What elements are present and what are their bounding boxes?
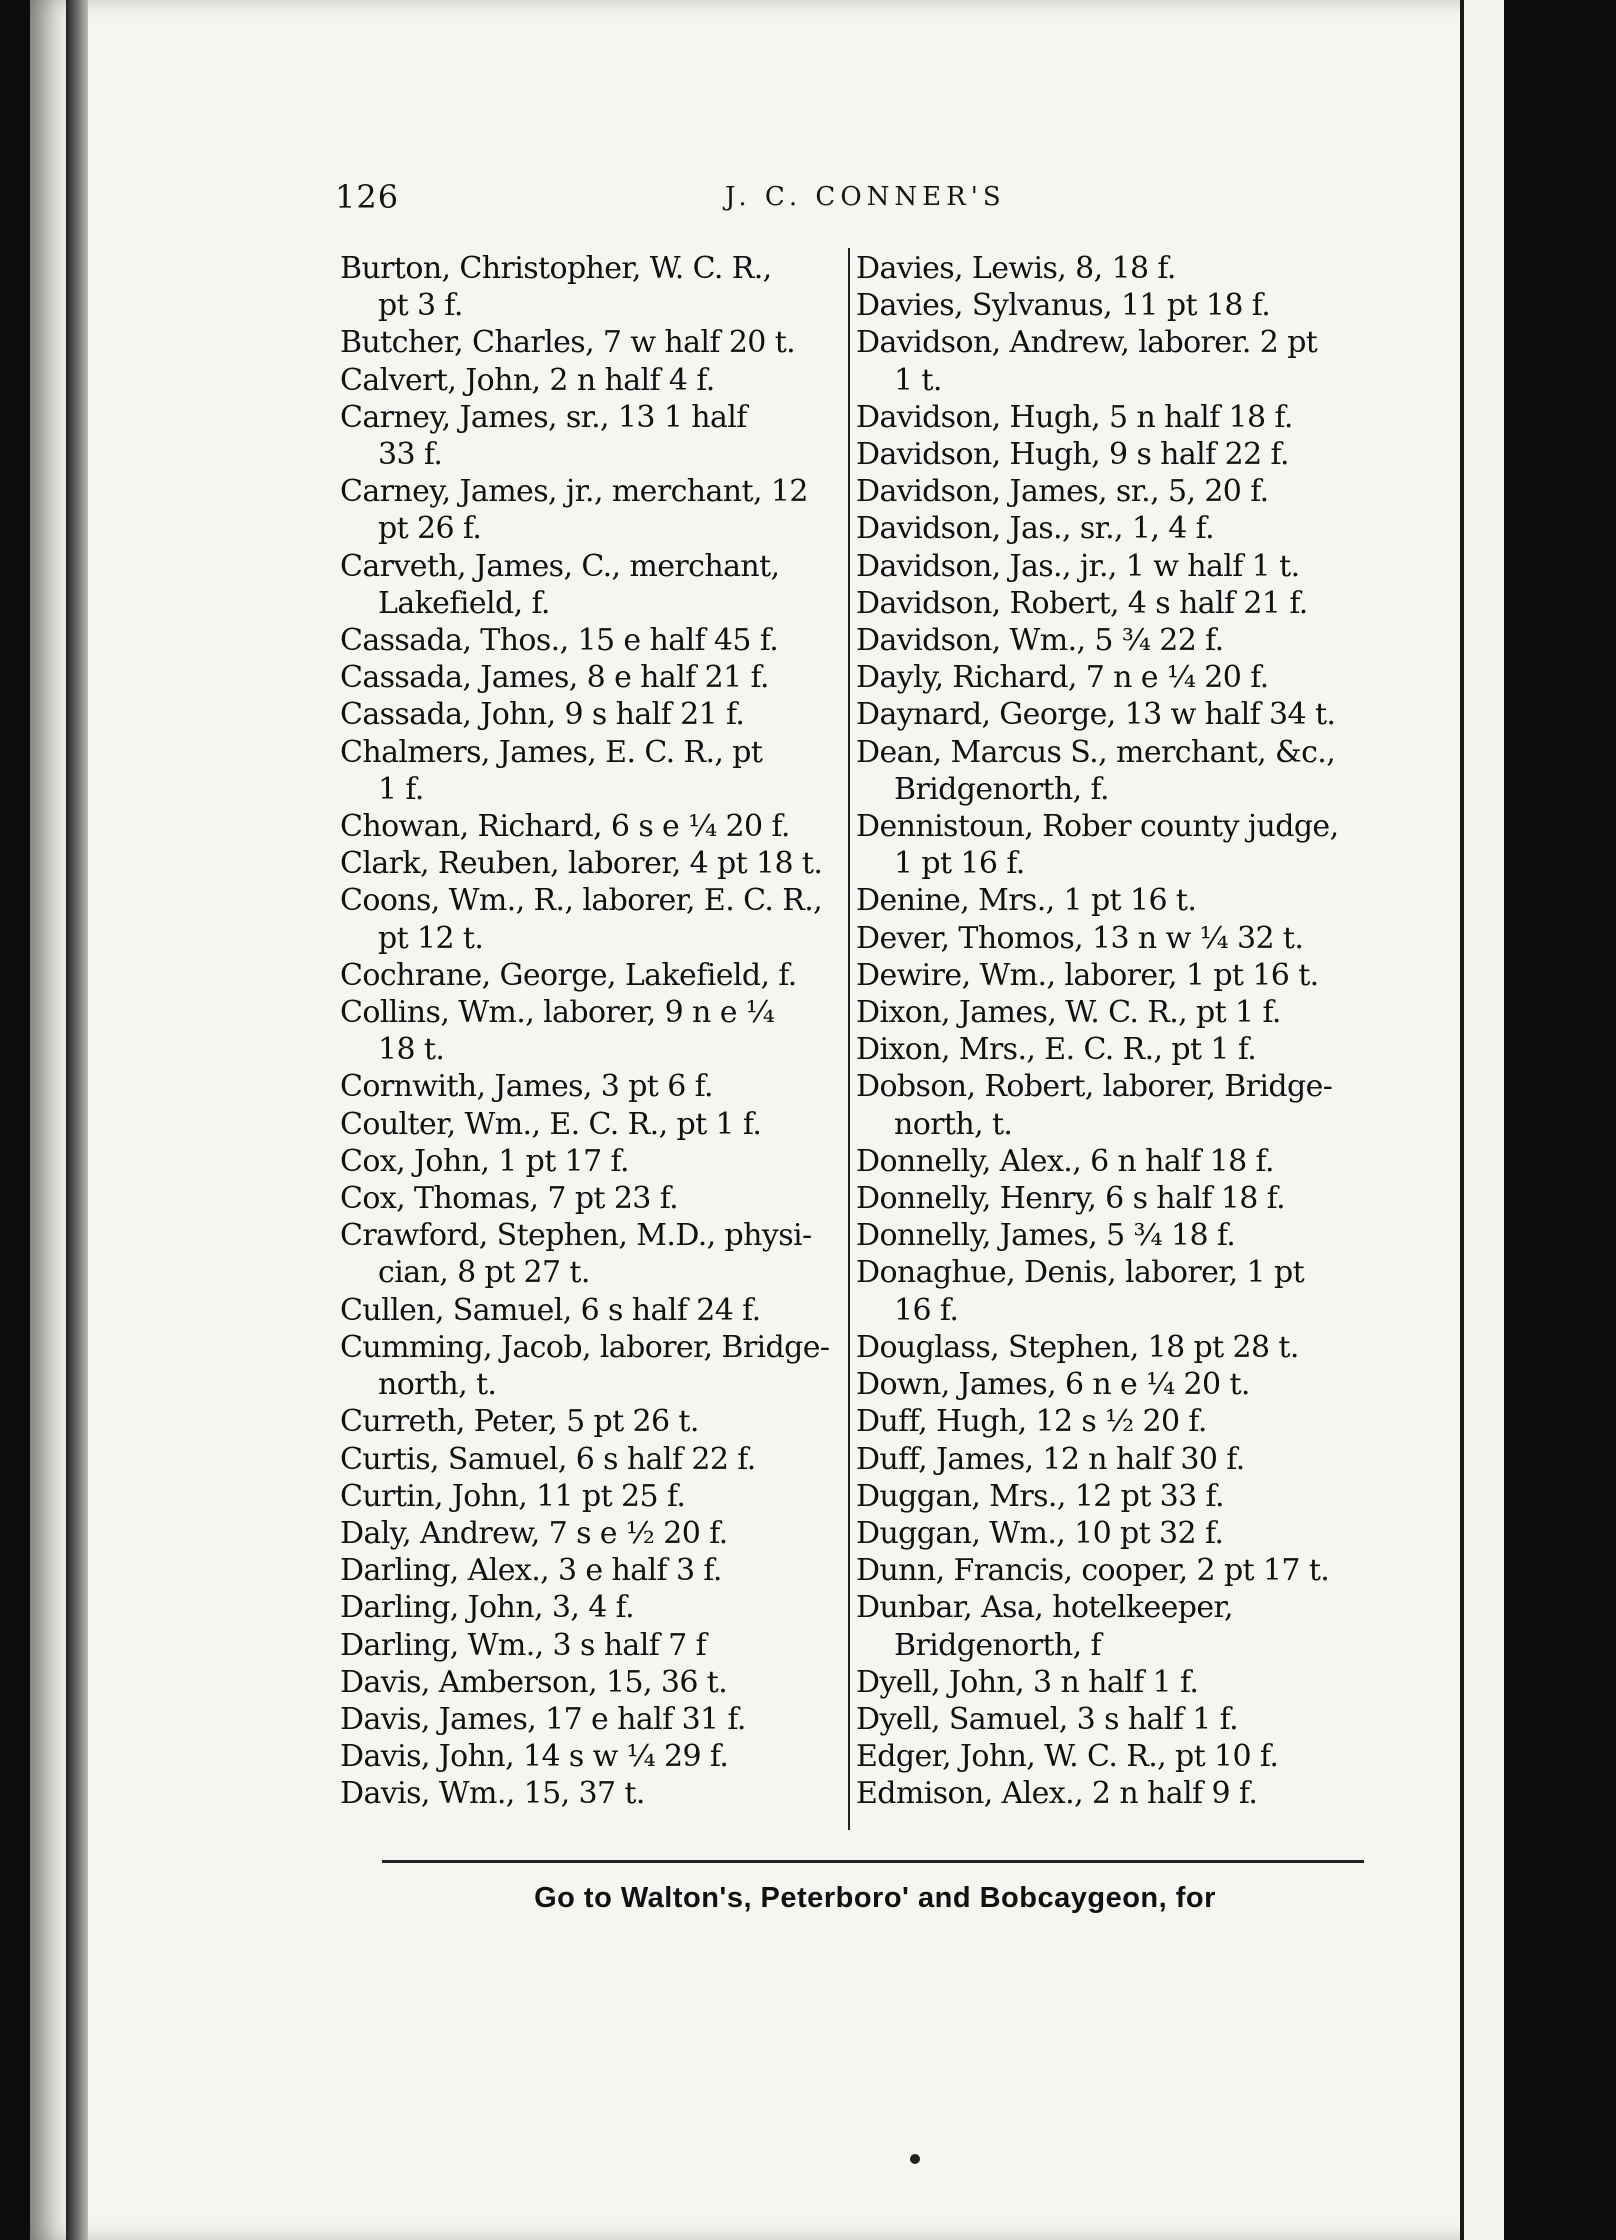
entry-line: Davis, Amberson, 15, 36 t. [340,1664,728,1700]
entry-line: Carney, James, sr., 13 1 half [340,399,747,435]
directory-entry [340,1292,840,1329]
entry-line: Cox, John, 1 pt 17 f. [340,1143,629,1179]
entry-continuation: 1 t. [894,362,942,398]
directory-column-left [340,250,840,1813]
directory-entry [856,1031,1368,1068]
entry-line: Burton, Christopher, W. C. R., [340,251,772,286]
directory-entry [856,994,1368,1031]
entry-line: Carveth, James, C., merchant, [340,548,780,584]
entry-line: Donnelly, Alex., 6 n half 18 f. [856,1143,1274,1179]
entry-line: Curreth, Peter, 5 pt 26 t. [340,1404,699,1440]
page-mark [910,2154,920,2164]
entry-line: Davidson, Robert, 4 s half 21 f. [856,585,1308,621]
directory-entry [340,1738,840,1775]
directory-entry [856,287,1368,324]
entry-line: Down, James, 6 n e ¼ 20 t. [856,1367,1250,1403]
entry-line: Cumming, Jacob, laborer, Bridge- [340,1329,830,1365]
entry-line: Duggan, Wm., 10 pt 32 f. [856,1515,1224,1551]
directory-entry [340,1180,840,1217]
entry-continuation: pt 26 f. [378,511,482,547]
page-number: 126 [335,178,400,216]
entry-line: Dunn, Francis, cooper, 2 pt 17 t. [856,1553,1330,1589]
directory-entry [856,1143,1368,1180]
book-page [30,0,1500,2240]
entry-line: Duff, Hugh, 12 s ½ 20 f. [856,1404,1207,1440]
entry-line: Calvert, John, 2 n half 4 f. [340,362,715,398]
directory-entry [340,1403,840,1440]
directory-entry [340,1701,840,1738]
entry-line: Donnelly, Henry, 6 s half 18 f. [856,1181,1286,1217]
directory-entry [340,957,840,994]
entry-continuation: Lakefield, f. [378,585,550,621]
directory-entry [340,696,840,733]
entry-continuation: Bridgenorth, f. [894,771,1109,807]
directory-entry [340,845,840,882]
directory-entry [856,1775,1368,1812]
directory-entry [856,510,1368,547]
directory-entry [340,882,840,956]
entry-line: Davidson, Jas., sr., 1, 4 f. [856,511,1215,547]
entry-continuation: pt 3 f. [378,288,463,324]
entry-line: Duff, James, 12 n half 30 f. [856,1441,1245,1477]
entry-line: Davidson, Andrew, laborer. 2 pt [856,325,1318,361]
directory-entry [340,1552,840,1589]
directory-entry [856,399,1368,436]
entry-line: Edmison, Alex., 2 n half 9 f. [856,1776,1258,1812]
directory-entry [856,1329,1368,1366]
entry-line: Darling, Wm., 3 s half 7 f [340,1627,707,1663]
directory-entry [856,1664,1368,1701]
entry-line: Cochrane, George, Lakefield, f. [340,957,797,993]
entry-line: Curtin, John, 11 pt 25 f. [340,1478,686,1514]
entry-line: Cassada, Thos., 15 e half 45 f. [340,623,779,659]
directory-entry [340,808,840,845]
directory-entry [340,734,840,808]
page-header [335,178,1370,226]
directory-entry [856,1478,1368,1515]
directory-column-right [856,250,1368,1813]
entry-line: Dever, Thomos, 13 n w ¼ 32 t. [856,920,1304,956]
directory-entry [340,362,840,399]
entry-continuation: 18 t. [378,1032,445,1068]
column-divider [848,248,850,1830]
directory-entry [856,585,1368,622]
directory-entry [856,1180,1368,1217]
entry-line: Davis, Wm., 15, 37 t. [340,1776,645,1812]
directory-entry [340,1627,840,1664]
directory-entry [340,622,840,659]
entry-line: Davies, Lewis, 8, 18 f. [856,251,1176,286]
entry-line: Dean, Marcus S., merchant, &c., [856,734,1336,770]
next-page-edge [1460,0,1504,2240]
entry-continuation: 33 f. [378,437,443,473]
directory-entry [340,1515,840,1552]
directory-entry [340,1143,840,1180]
entry-line: Denine, Mrs., 1 pt 16 t. [856,883,1197,919]
directory-entry [340,1478,840,1515]
directory-entry [856,324,1368,398]
entry-line: Butcher, Charles, 7 w half 20 t. [340,325,796,361]
directory-entry [340,1775,840,1812]
directory-entry [856,1068,1368,1142]
directory-entry [856,1366,1368,1403]
directory-entry [856,548,1368,585]
entry-line: Coulter, Wm., E. C. R., pt 1 f. [340,1106,762,1142]
entry-line: Davis, James, 17 e half 31 f. [340,1701,746,1737]
entry-line: Donnelly, James, 5 ¾ 18 f. [856,1218,1236,1254]
book-spine-shadow [66,0,88,2240]
directory-entry [340,1217,840,1291]
directory-entry [856,882,1368,919]
entry-line: Carney, James, jr., merchant, 12 [340,474,808,510]
entry-line: Daly, Andrew, 7 s e ½ 20 f. [340,1515,728,1551]
directory-entry [856,1515,1368,1552]
entry-continuation: pt 12 t. [378,920,484,956]
entry-line: Dayly, Richard, 7 n e ¼ 20 f. [856,660,1269,696]
directory-entry [856,734,1368,808]
directory-entry [856,436,1368,473]
entry-line: Dennistoun, Rober county judge, [856,809,1339,845]
entry-line: Davidson, Hugh, 9 s half 22 f. [856,437,1289,473]
directory-entry [340,1589,840,1626]
directory-entry [856,473,1368,510]
directory-entry [340,1441,840,1478]
directory-entry [340,399,840,473]
directory-entry [856,808,1368,882]
directory-entry [340,659,840,696]
entry-line: Collins, Wm., laborer, 9 n e ¼ [340,995,775,1031]
entry-line: Clark, Reuben, laborer, 4 pt 18 t. [340,846,823,882]
entry-line: Donaghue, Denis, laborer, 1 pt [856,1255,1305,1291]
directory-entry [340,250,840,324]
directory-entry [856,1441,1368,1478]
entry-line: Edger, John, W. C. R., pt 10 f. [856,1739,1279,1775]
entry-line: Dyell, John, 3 n half 1 f. [856,1664,1199,1700]
entry-continuation: 1 f. [378,771,424,807]
entry-line: Curtis, Samuel, 6 s half 22 f. [340,1441,756,1477]
entry-line: Darling, Alex., 3 e half 3 f. [340,1553,722,1589]
directory-entry [856,1403,1368,1440]
entry-continuation: 1 pt 16 f. [894,846,1025,882]
running-head: J. C. CONNER'S [725,182,1006,212]
entry-line: Cornwith, James, 3 pt 6 f. [340,1069,713,1105]
directory-entry [856,1552,1368,1589]
directory-entry [856,1701,1368,1738]
directory-entry [340,324,840,361]
entry-line: Dunbar, Asa, hotelkeeper, [856,1590,1233,1626]
entry-line: Crawford, Stephen, M.D., physi- [340,1218,812,1254]
directory-entry [340,994,840,1068]
entry-line: Duggan, Mrs., 12 pt 33 f. [856,1478,1224,1514]
entry-line: Davidson, Wm., 5 ¾ 22 f. [856,623,1224,659]
entry-line: Cassada, James, 8 e half 21 f. [340,660,769,696]
entry-line: Cullen, Samuel, 6 s half 24 f. [340,1292,761,1328]
directory-entry [856,659,1368,696]
entry-line: Davies, Sylvanus, 11 pt 18 f. [856,288,1271,324]
entry-line: Dixon, Mrs., E. C. R., pt 1 f. [856,1032,1257,1068]
directory-entry [340,1068,840,1105]
directory-entry [856,1589,1368,1663]
directory-entry [856,1254,1368,1328]
directory-entry [856,957,1368,994]
entry-line: Davis, John, 14 s w ¼ 29 f. [340,1739,729,1775]
entry-continuation: cian, 8 pt 27 t. [378,1255,590,1291]
entry-line: Dixon, James, W. C. R., pt 1 f. [856,995,1281,1031]
entry-line: Douglass, Stephen, 18 pt 28 t. [856,1329,1299,1365]
footer-advert: Go to Walton's, Peterboro' and Bobcaygeon, for [534,1882,1216,1914]
footer-rule [382,1860,1364,1863]
directory-entry [856,1217,1368,1254]
directory-entry [340,473,840,547]
entry-line: Davidson, Jas., jr., 1 w half 1 t. [856,548,1300,584]
entry-line: Darling, John, 3, 4 f. [340,1590,635,1626]
entry-continuation: north, t. [378,1367,497,1403]
entry-line: Cox, Thomas, 7 pt 23 f. [340,1181,679,1217]
directory-entry [856,250,1368,287]
entry-line: Chalmers, James, E. C. R., pt [340,734,763,770]
entry-line: Coons, Wm., R., laborer, E. C. R., [340,883,823,919]
directory-entry [856,920,1368,957]
entry-continuation: Bridgenorth, f [894,1627,1102,1663]
directory-entry [856,622,1368,659]
directory-entry [856,1738,1368,1775]
directory-entry [340,548,840,622]
directory-entry [340,1664,840,1701]
directory-entry [340,1329,840,1403]
entry-continuation: north, t. [894,1106,1013,1142]
entry-line: Dewire, Wm., laborer, 1 pt 16 t. [856,957,1319,993]
directory-entry [340,1106,840,1143]
entry-line: Davidson, James, sr., 5, 20 f. [856,474,1269,510]
entry-line: Cassada, John, 9 s half 21 f. [340,697,745,733]
entry-line: Chowan, Richard, 6 s e ¼ 20 f. [340,809,790,845]
entry-line: Daynard, George, 13 w half 34 t. [856,697,1336,733]
entry-line: Davidson, Hugh, 5 n half 18 f. [856,399,1293,435]
entry-continuation: 16 f. [894,1292,959,1328]
entry-line: Dyell, Samuel, 3 s half 1 f. [856,1701,1239,1737]
directory-entry [856,696,1368,733]
entry-line: Dobson, Robert, laborer, Bridge- [856,1069,1333,1105]
